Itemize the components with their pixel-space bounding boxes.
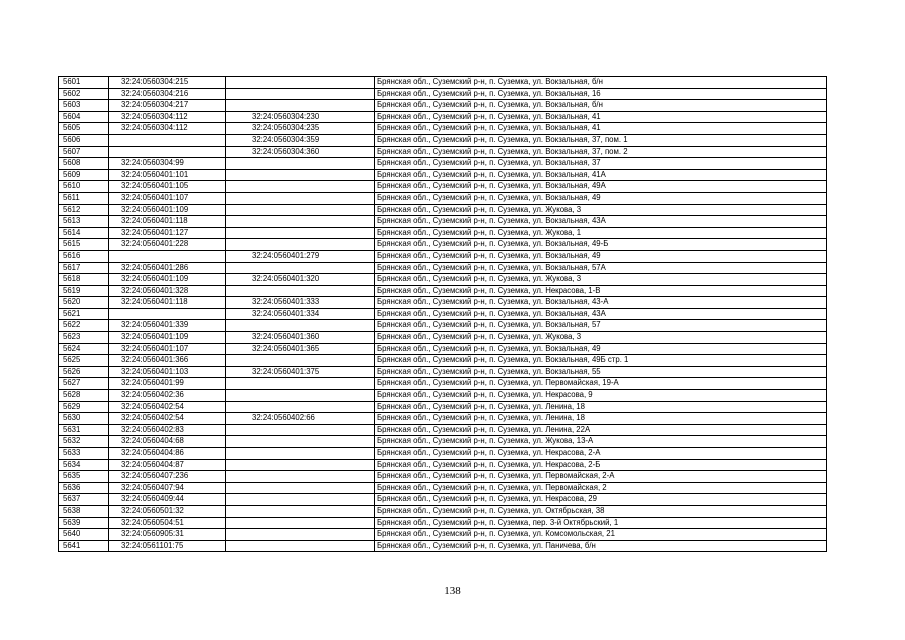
address-cell: Брянская обл., Суземский р-н, п. Суземка, ул. Жукова, 3	[375, 274, 827, 286]
related-cadastral-number-cell	[226, 100, 375, 112]
table-row	[59, 285, 827, 297]
address-cell: Брянская обл., Суземский р-н, п. Суземка, ул. Вокзальная, 49	[375, 343, 827, 355]
related-cadastral-number-cell	[226, 459, 375, 471]
address-cell: Брянская обл., Суземский р-н, п. Суземка, ул. Вокзальная, 57	[375, 320, 827, 332]
cadastral-number-cell: 32:24:0560404:68	[109, 436, 226, 448]
address-cell: Брянская обл., Суземский р-н, п. Суземка, ул. Первомайская, 2-А	[375, 471, 827, 483]
page-number: 138	[444, 585, 461, 597]
address-cell: Брянская обл., Суземский р-н, п. Суземка, ул. Вокзальная, 55	[375, 366, 827, 378]
cadastral-number-cell: 32:24:0560304:215	[109, 77, 226, 89]
related-cadastral-number-cell	[226, 192, 375, 204]
cadastral-number-cell: 32:24:0560401:118	[109, 216, 226, 228]
cadastral-number-cell: 32:24:0560304:216	[109, 88, 226, 100]
related-cadastral-number-cell	[226, 320, 375, 332]
table-row	[59, 436, 827, 448]
row-number-cell: 5638	[59, 505, 109, 517]
row-number-cell: 5610	[59, 181, 109, 193]
cadastral-number-cell: 32:24:0560401:109	[109, 274, 226, 286]
row-number-cell: 5639	[59, 517, 109, 529]
table-row	[59, 494, 827, 506]
table-row	[59, 517, 827, 529]
address-cell: Брянская обл., Суземский р-н, п. Суземка, ул. Первомайская, 19-А	[375, 378, 827, 390]
row-number-cell: 5629	[59, 401, 109, 413]
row-number-cell: 5614	[59, 227, 109, 239]
row-number-cell: 5604	[59, 111, 109, 123]
cadastral-number-cell: 32:24:0560501:32	[109, 505, 226, 517]
address-cell: Брянская обл., Суземский р-н, п. Суземка, ул. Жукова, 3	[375, 204, 827, 216]
address-cell: Брянская обл., Суземский р-н, п. Суземка, ул. Жукова, 3	[375, 332, 827, 344]
cadastral-number-cell: 32:24:0560401:101	[109, 169, 226, 181]
row-number-cell: 5623	[59, 332, 109, 344]
related-cadastral-number-cell: 32:24:0560304:360	[226, 146, 375, 158]
related-cadastral-number-cell	[226, 169, 375, 181]
cadastral-number-cell	[109, 134, 226, 146]
related-cadastral-number-cell: 32:24:0560401:375	[226, 366, 375, 378]
table-row	[59, 413, 827, 425]
row-number-cell: 5628	[59, 390, 109, 402]
related-cadastral-number-cell: 32:24:0560402:66	[226, 413, 375, 425]
table-row	[59, 169, 827, 181]
row-number-cell: 5630	[59, 413, 109, 425]
table-row	[59, 378, 827, 390]
related-cadastral-number-cell: 32:24:0560401:279	[226, 250, 375, 262]
row-number-cell: 5631	[59, 424, 109, 436]
row-number-cell: 5619	[59, 285, 109, 297]
table-row	[59, 262, 827, 274]
cadastral-number-cell: 32:24:0560407:236	[109, 471, 226, 483]
cadastral-number-cell	[109, 308, 226, 320]
address-cell: Брянская обл., Суземский р-н, п. Суземка, ул. Некрасова, 1-В	[375, 285, 827, 297]
cadastral-number-cell: 32:24:0560401:107	[109, 192, 226, 204]
row-number-cell: 5627	[59, 378, 109, 390]
table-row	[59, 390, 827, 402]
table-row	[59, 355, 827, 367]
related-cadastral-number-cell	[226, 285, 375, 297]
address-cell: Брянская обл., Суземский р-н, п. Суземка, ул. Вокзальная, 37, пом. 2	[375, 146, 827, 158]
related-cadastral-number-cell	[226, 227, 375, 239]
related-cadastral-number-cell	[226, 482, 375, 494]
cadastral-number-cell: 32:24:0560401:105	[109, 181, 226, 193]
cadastral-number-cell: 32:24:0560404:86	[109, 448, 226, 460]
registry-table-body	[59, 77, 827, 552]
cadastral-number-cell: 32:24:0560401:109	[109, 332, 226, 344]
cadastral-number-cell: 32:24:0560402:83	[109, 424, 226, 436]
related-cadastral-number-cell	[226, 505, 375, 517]
address-cell: Брянская обл., Суземский р-н, п. Суземка, ул. Вокзальная, 41А	[375, 169, 827, 181]
cadastral-number-cell: 32:24:0560401:118	[109, 297, 226, 309]
cadastral-number-cell: 32:24:0561101:75	[109, 540, 226, 552]
row-number-cell: 5624	[59, 343, 109, 355]
table-row	[59, 482, 827, 494]
row-number-cell: 5640	[59, 529, 109, 541]
related-cadastral-number-cell: 32:24:0560304:230	[226, 111, 375, 123]
related-cadastral-number-cell	[226, 77, 375, 89]
table-row	[59, 366, 827, 378]
row-number-cell: 5635	[59, 471, 109, 483]
row-number-cell: 5641	[59, 540, 109, 552]
related-cadastral-number-cell	[226, 355, 375, 367]
row-number-cell: 5618	[59, 274, 109, 286]
address-cell: Брянская обл., Суземский р-н, п. Суземка, ул. Вокзальная, 49А	[375, 181, 827, 193]
table-row	[59, 274, 827, 286]
table-row	[59, 123, 827, 135]
row-number-cell: 5622	[59, 320, 109, 332]
table-row	[59, 216, 827, 228]
row-number-cell: 5634	[59, 459, 109, 471]
cadastral-number-cell: 32:24:0560409:44	[109, 494, 226, 506]
table-row	[59, 320, 827, 332]
related-cadastral-number-cell: 32:24:0560304:235	[226, 123, 375, 135]
row-number-cell: 5632	[59, 436, 109, 448]
related-cadastral-number-cell	[226, 390, 375, 402]
row-number-cell: 5621	[59, 308, 109, 320]
address-cell: Брянская обл., Суземский р-н, п. Суземка, ул. Вокзальная, 43-А	[375, 297, 827, 309]
table-row	[59, 100, 827, 112]
address-cell: Брянская обл., Суземский р-н, п. Суземка, ул. Некрасова, 9	[375, 390, 827, 402]
cadastral-number-cell: 32:24:0560401:228	[109, 239, 226, 251]
address-cell: Брянская обл., Суземский р-н, п. Суземка, ул. Вокзальная, 41	[375, 111, 827, 123]
table-row	[59, 158, 827, 170]
address-cell: Брянская обл., Суземский р-н, п. Суземка, ул. Вокзальная, 16	[375, 88, 827, 100]
related-cadastral-number-cell	[226, 239, 375, 251]
address-cell: Брянская обл., Суземский р-н, п. Суземка, ул. Жукова, 1	[375, 227, 827, 239]
cadastral-number-cell: 32:24:0560504:51	[109, 517, 226, 529]
row-number-cell: 5601	[59, 77, 109, 89]
table-row	[59, 134, 827, 146]
address-cell: Брянская обл., Суземский р-н, п. Суземка, ул. Вокзальная, 41	[375, 123, 827, 135]
address-cell: Брянская обл., Суземский р-н, п. Суземка, ул. Вокзальная, 43А	[375, 216, 827, 228]
table-row	[59, 308, 827, 320]
cadastral-number-cell	[109, 146, 226, 158]
cadastral-number-cell: 32:24:0560401:127	[109, 227, 226, 239]
table-row	[59, 204, 827, 216]
cadastral-number-cell	[109, 250, 226, 262]
related-cadastral-number-cell	[226, 204, 375, 216]
related-cadastral-number-cell	[226, 517, 375, 529]
related-cadastral-number-cell	[226, 158, 375, 170]
related-cadastral-number-cell: 32:24:0560401:360	[226, 332, 375, 344]
row-number-cell: 5637	[59, 494, 109, 506]
cadastral-number-cell: 32:24:0560401:286	[109, 262, 226, 274]
cadastral-number-cell: 32:24:0560304:112	[109, 111, 226, 123]
related-cadastral-number-cell	[226, 88, 375, 100]
cadastral-number-cell: 32:24:0560304:99	[109, 158, 226, 170]
cadastral-number-cell: 32:24:0560401:107	[109, 343, 226, 355]
row-number-cell: 5607	[59, 146, 109, 158]
related-cadastral-number-cell	[226, 471, 375, 483]
row-number-cell: 5608	[59, 158, 109, 170]
address-cell: Брянская обл., Суземский р-н, п. Суземка, ул. Вокзальная, б/н	[375, 100, 827, 112]
address-cell: Брянская обл., Суземский р-н, п. Суземка, ул. Некрасова, 2-А	[375, 448, 827, 460]
cadastral-number-cell: 32:24:0560401:366	[109, 355, 226, 367]
cadastral-number-cell: 32:24:0560401:328	[109, 285, 226, 297]
related-cadastral-number-cell	[226, 540, 375, 552]
related-cadastral-number-cell: 32:24:0560304:359	[226, 134, 375, 146]
row-number-cell: 5616	[59, 250, 109, 262]
related-cadastral-number-cell	[226, 216, 375, 228]
row-number-cell: 5636	[59, 482, 109, 494]
address-cell: Брянская обл., Суземский р-н, п. Суземка, ул. Некрасова, 29	[375, 494, 827, 506]
related-cadastral-number-cell	[226, 181, 375, 193]
address-cell: Брянская обл., Суземский р-н, п. Суземка, ул. Первомайская, 2	[375, 482, 827, 494]
address-cell: Брянская обл., Суземский р-н, п. Суземка, ул. Жукова, 13-А	[375, 436, 827, 448]
related-cadastral-number-cell	[226, 494, 375, 506]
table-row	[59, 297, 827, 309]
cadastral-number-cell: 32:24:0560404:87	[109, 459, 226, 471]
table-row	[59, 505, 827, 517]
address-cell: Брянская обл., Суземский р-н, п. Суземка, ул. Вокзальная, 57А	[375, 262, 827, 274]
address-cell: Брянская обл., Суземский р-н, п. Суземка, ул. Паничева, б/н	[375, 540, 827, 552]
related-cadastral-number-cell	[226, 448, 375, 460]
cadastral-number-cell: 32:24:0560401:339	[109, 320, 226, 332]
row-number-cell: 5613	[59, 216, 109, 228]
table-row	[59, 111, 827, 123]
related-cadastral-number-cell: 32:24:0560401:333	[226, 297, 375, 309]
related-cadastral-number-cell	[226, 436, 375, 448]
registry-table	[58, 76, 827, 552]
table-row	[59, 250, 827, 262]
address-cell: Брянская обл., Суземский р-н, п. Суземка, ул. Вокзальная, 49Б стр. 1	[375, 355, 827, 367]
table-row	[59, 459, 827, 471]
table-row	[59, 332, 827, 344]
address-cell: Брянская обл., Суземский р-н, п. Суземка, ул. Октябрьская, 38	[375, 505, 827, 517]
row-number-cell: 5606	[59, 134, 109, 146]
address-cell: Брянская обл., Суземский р-н, п. Суземка, ул. Вокзальная, 49	[375, 250, 827, 262]
table-row	[59, 88, 827, 100]
address-cell: Брянская обл., Суземский р-н, п. Суземка, ул. Ленина, 18	[375, 413, 827, 425]
row-number-cell: 5626	[59, 366, 109, 378]
address-cell: Брянская обл., Суземский р-н, п. Суземка, ул. Вокзальная, 43А	[375, 308, 827, 320]
row-number-cell: 5603	[59, 100, 109, 112]
table-row	[59, 471, 827, 483]
related-cadastral-number-cell	[226, 424, 375, 436]
address-cell: Брянская обл., Суземский р-н, п. Суземка, пер. 3-й Октябрьский, 1	[375, 517, 827, 529]
address-cell: Брянская обл., Суземский р-н, п. Суземка, ул. Вокзальная, б/н	[375, 77, 827, 89]
related-cadastral-number-cell	[226, 262, 375, 274]
row-number-cell: 5605	[59, 123, 109, 135]
cadastral-number-cell: 32:24:0560402:36	[109, 390, 226, 402]
related-cadastral-number-cell: 32:24:0560401:365	[226, 343, 375, 355]
address-cell: Брянская обл., Суземский р-н, п. Суземка, ул. Ленина, 18	[375, 401, 827, 413]
address-cell: Брянская обл., Суземский р-н, п. Суземка, ул. Комсомольская, 21	[375, 529, 827, 541]
cadastral-number-cell: 32:24:0560401:99	[109, 378, 226, 390]
cadastral-number-cell: 32:24:0560304:217	[109, 100, 226, 112]
address-cell: Брянская обл., Суземский р-н, п. Суземка, ул. Вокзальная, 37	[375, 158, 827, 170]
row-number-cell: 5611	[59, 192, 109, 204]
table-row	[59, 146, 827, 158]
table-row	[59, 77, 827, 89]
row-number-cell: 5615	[59, 239, 109, 251]
related-cadastral-number-cell: 32:24:0560401:320	[226, 274, 375, 286]
table-row	[59, 343, 827, 355]
table-row	[59, 227, 827, 239]
row-number-cell: 5617	[59, 262, 109, 274]
cadastral-number-cell: 32:24:0560304:112	[109, 123, 226, 135]
row-number-cell: 5609	[59, 169, 109, 181]
table-row	[59, 540, 827, 552]
address-cell: Брянская обл., Суземский р-н, п. Суземка, ул. Некрасова, 2-Б	[375, 459, 827, 471]
related-cadastral-number-cell	[226, 378, 375, 390]
row-number-cell: 5612	[59, 204, 109, 216]
address-cell: Брянская обл., Суземский р-н, п. Суземка, ул. Вокзальная, 49	[375, 192, 827, 204]
table-row	[59, 192, 827, 204]
row-number-cell: 5620	[59, 297, 109, 309]
table-row	[59, 401, 827, 413]
row-number-cell: 5602	[59, 88, 109, 100]
cadastral-number-cell: 32:24:0560407:94	[109, 482, 226, 494]
address-cell: Брянская обл., Суземский р-н, п. Суземка, ул. Ленина, 22А	[375, 424, 827, 436]
related-cadastral-number-cell	[226, 401, 375, 413]
row-number-cell: 5633	[59, 448, 109, 460]
related-cadastral-number-cell	[226, 529, 375, 541]
cadastral-number-cell: 32:24:0560402:54	[109, 413, 226, 425]
cadastral-number-cell: 32:24:0560905:31	[109, 529, 226, 541]
address-cell: Брянская обл., Суземский р-н, п. Суземка, ул. Вокзальная, 37, пом. 1	[375, 134, 827, 146]
cadastral-number-cell: 32:24:0560401:103	[109, 366, 226, 378]
cadastral-number-cell: 32:24:0560402:54	[109, 401, 226, 413]
related-cadastral-number-cell: 32:24:0560401:334	[226, 308, 375, 320]
address-cell: Брянская обл., Суземский р-н, п. Суземка, ул. Вокзальная, 49-Б	[375, 239, 827, 251]
table-row	[59, 448, 827, 460]
table-row	[59, 181, 827, 193]
table-row	[59, 239, 827, 251]
table-row	[59, 529, 827, 541]
table-row	[59, 424, 827, 436]
row-number-cell: 5625	[59, 355, 109, 367]
cadastral-number-cell: 32:24:0560401:109	[109, 204, 226, 216]
